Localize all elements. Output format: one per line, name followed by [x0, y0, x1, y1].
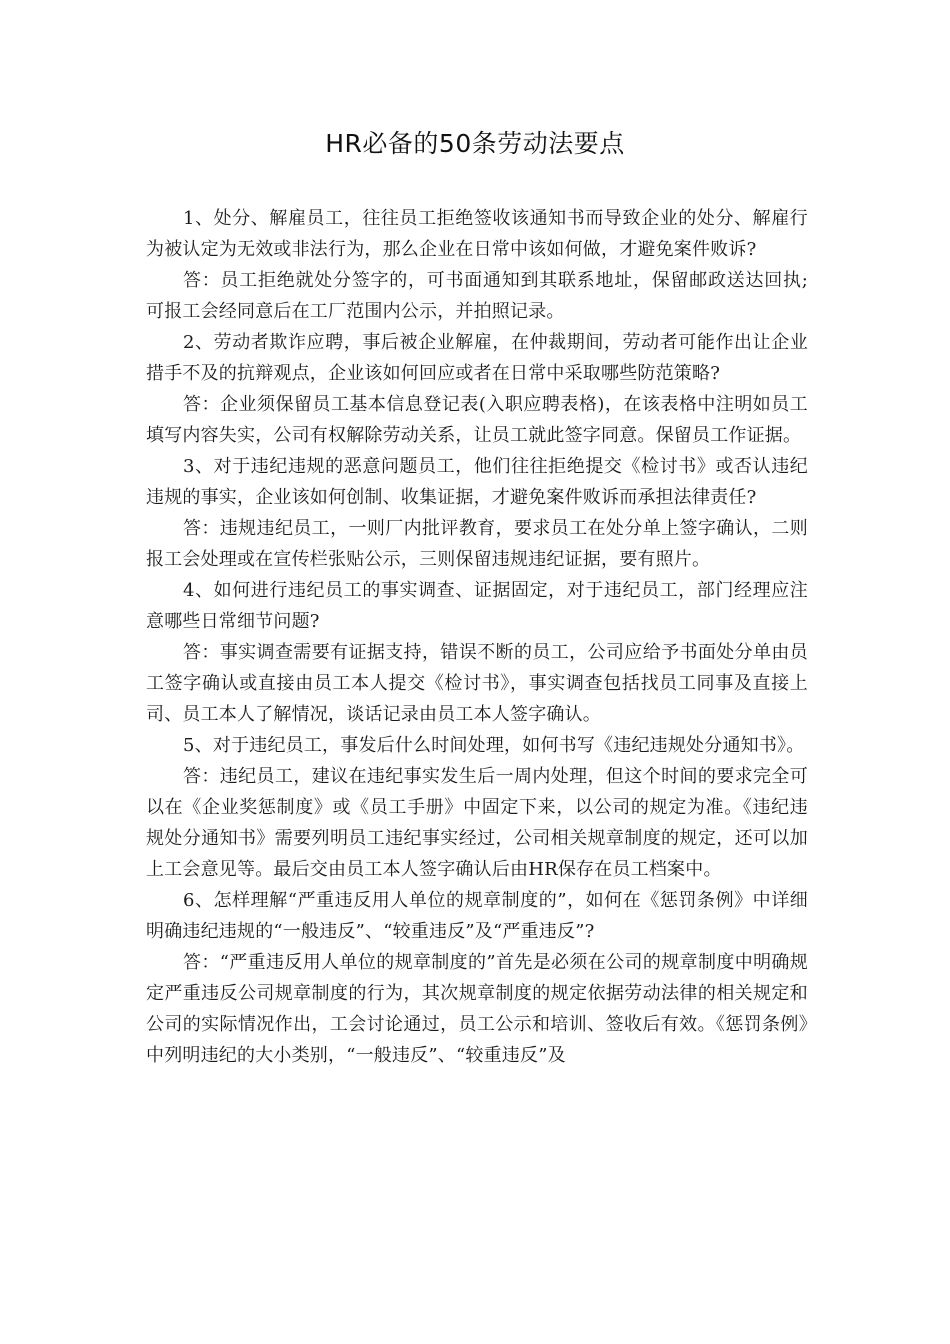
- document-title: HR必备的50条劳动法要点: [325, 129, 625, 158]
- answer-1: 答：员工拒绝就处分签字的，可书面通知到其联系地址，保留邮政送达回执;可报工会经同意后在工厂范围内公示，并拍照记录。: [146, 270, 808, 322]
- answer-3: 答：违规违纪员工，一则厂内批评教育，要求员工在处分单上签字确认，二则报工会处理或在宣传栏张贴公示，三则保留违规违纪证据，要有照片。: [146, 518, 808, 570]
- answer-6: 答：“严重违反用人单位的规章制度的”首先是必须在公司的规章制度中明确规定严重违反公司规章制度的行为，其次规章制度的规定依据劳动法律的相关规定和公司的实际情况作出，工会讨论通过，员工公示和培训、签收后有效。《惩罚条例》中列明违纪的大小类别，“一般违反”、“较重违反”及: [146, 952, 808, 1066]
- document-body: [146, 203, 808, 1071]
- question-1: 1、处分、解雇员工，往往员工拒绝签收该通知书而导致企业的处分、解雇行为被认定为无效或非法行为，那么企业在日常中该如何做，才避免案件败诉?: [146, 208, 808, 260]
- answer-5: 答：违纪员工，建议在违纪事实发生后一周内处理，但这个时间的要求完全可以在《企业奖惩制度》或《员工手册》中固定下来，以公司的规定为准。《违纪违规处分通知书》需要列明员工违纪事实经过，公司相关规章制度的规定，还可以加上工会意见等。最后交由员工本人签字确认后由HR保存在员工档案中。: [146, 766, 808, 880]
- question-2: 2、劳动者欺诈应聘，事后被企业解雇，在仲裁期间，劳动者可能作出让企业措手不及的抗辩观点，企业该如何回应或者在日常中采取哪些防范策略?: [146, 332, 808, 384]
- question-5: 5、对于违纪员工，事发后什么时间处理，如何书写《违纪违规处分通知书》。: [183, 735, 805, 756]
- question-4: 4、如何进行违纪员工的事实调查、证据固定，对于违纪员工，部门经理应注意哪些日常细节问题?: [146, 580, 808, 632]
- question-6: 6、怎样理解“严重违反用人单位的规章制度的”，如何在《惩罚条例》中详细明确违纪违规的“一般违反”、“较重违反”及“严重违反”?: [146, 890, 808, 942]
- answer-4: 答：事实调查需要有证据支持，错误不断的员工，公司应给予书面处分单由员工签字确认或直接由员工本人提交《检讨书》，事实调查包括找员工同事及直接上司、员工本人了解情况，谈话记录由员工本人签字确认。: [146, 642, 808, 725]
- answer-2: 答：企业须保留员工基本信息登记表(入职应聘表格)，在该表格中注明如员工填写内容失实，公司有权解除劳动关系，让员工就此签字同意。保留员工作证据。: [146, 394, 808, 446]
- question-3: 3、对于违纪违规的恶意问题员工，他们往往拒绝提交《检讨书》或否认违纪违规的事实，企业该如何创制、收集证据，才避免案件败诉而承担法律责任?: [146, 456, 808, 508]
